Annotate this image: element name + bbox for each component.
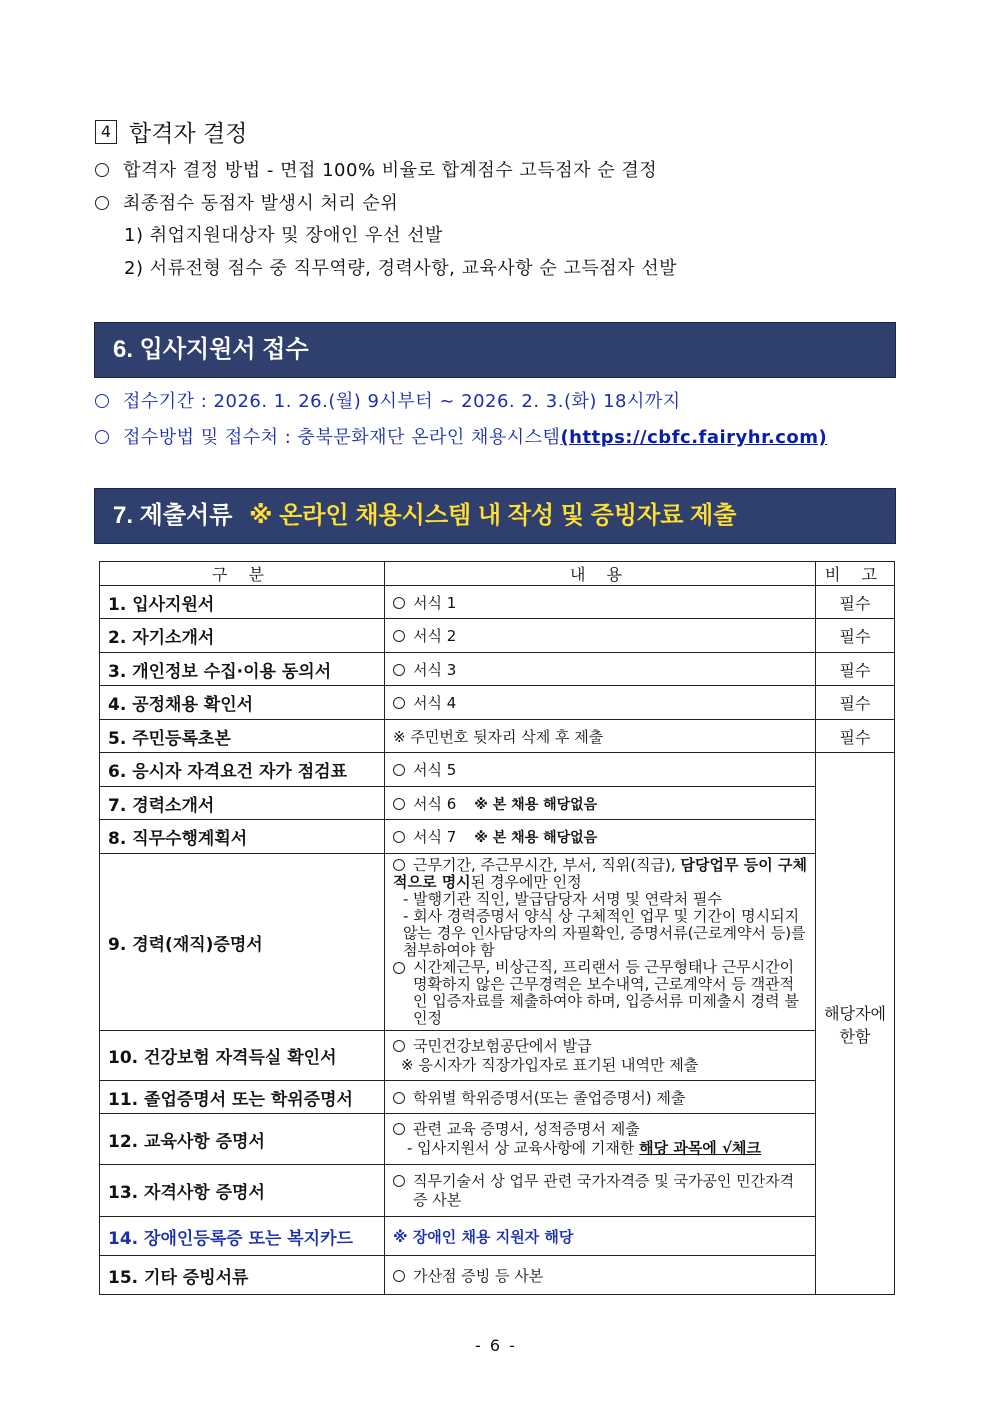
circle-bullet-icon [393, 1270, 405, 1282]
section6-method: 접수방법 및 접수처 : 충북문화재단 온라인 채용시스템(https://cbfc.fairyhr.com) [95, 423, 827, 449]
circle-bullet-icon [393, 697, 405, 709]
circle-bullet-icon [393, 764, 405, 776]
circle-bullet-icon [95, 430, 109, 444]
recruitment-site-link[interactable]: (https://cbfc.fairyhr.com) [560, 427, 828, 448]
table-row: 3. 개인정보 수집·이용 동의서 서식 3 필수 [100, 653, 895, 686]
table-row: 8. 직무수행계획서 서식 7 ※ 본 채용 해당없음 [100, 820, 895, 854]
required-note: 필수 [816, 619, 895, 653]
table-row: 10. 건강보험 자격득실 확인서 국민건강보험공단에서 발급 ※ 응시자가 직장가입자로 표기된 내역만 제출 [100, 1031, 895, 1081]
circle-bullet-icon [393, 630, 405, 642]
section4-title: 합격자 결정 [129, 121, 248, 147]
section6-banner [94, 322, 896, 378]
section6-period: 접수기간 : 2026. 1. 26.(월) 9시부터 ~ 2026. 2. 3.(화) 18시까지 [95, 387, 681, 413]
section6-title: 6. 입사지원서 접수 [113, 336, 309, 363]
section7-title: 7. 제출서류 [113, 502, 233, 529]
applicable-note: 해당자에 한함 [816, 753, 895, 1295]
required-note: 필수 [816, 720, 895, 753]
circle-bullet-icon [393, 1123, 405, 1135]
table-row: 4. 공정채용 확인서 서식 4 필수 [100, 686, 895, 720]
circle-bullet-icon [393, 597, 405, 609]
circle-bullet-icon [393, 831, 405, 843]
circle-bullet-icon [95, 394, 109, 408]
table-row: 13. 자격사항 증명서 직무기술서 상 업무 관련 국가자격증 및 국가공인 민간자격증 사본 [100, 1165, 895, 1217]
table-row: 1. 입사지원서 서식 1 필수 [100, 586, 895, 619]
section7-banner [94, 488, 896, 544]
circle-bullet-icon [95, 163, 109, 177]
circle-bullet-icon [393, 1040, 405, 1052]
documents-table [99, 561, 895, 1295]
section4-heading [95, 115, 247, 148]
table-row: 15. 기타 증빙서류 가산점 증빙 등 사본 [100, 1256, 895, 1295]
section4-line-2: 최종점수 동점자 발생시 처리 순위 [95, 189, 398, 215]
table-row: 11. 졸업증명서 또는 학위증명서 학위별 학위증명서(또는 졸업증명서) 제출 [100, 1081, 895, 1114]
header-content: 내 용 [385, 562, 816, 586]
header-note: 비 고 [816, 562, 895, 586]
circle-bullet-icon [95, 196, 109, 210]
required-note: 필수 [816, 653, 895, 686]
circle-bullet-icon [393, 962, 405, 974]
header-category: 구 분 [100, 562, 385, 586]
table-row: 12. 교육사항 증명서 관련 교육 증명서, 성적증명서 제출 - 입사지원서 상 교육사항에 기재한 해당 과목에 √체크 [100, 1114, 895, 1165]
circle-bullet-icon [393, 1092, 405, 1104]
table-row: 14. 장애인등록증 또는 복지카드 ※ 장애인 채용 지원자 해당 [100, 1217, 895, 1256]
required-note: 필수 [816, 686, 895, 720]
table-row: 2. 자기소개서 서식 2 필수 [100, 619, 895, 653]
circle-bullet-icon [393, 859, 405, 871]
circle-bullet-icon [393, 664, 405, 676]
section4-line-1: 합격자 결정 방법 - 면접 100% 비율로 합계점수 고득점자 순 결정 [95, 156, 657, 182]
section4-subline-2: 2) 서류전형 점수 중 직무역량, 경력사항, 교육사항 순 고득점자 선발 [124, 258, 677, 279]
section7-title-note: ※ 온라인 채용시스템 내 작성 및 증빙자료 제출 [249, 502, 737, 529]
table-row: 7. 경력소개서 서식 6 ※ 본 채용 해당없음 [100, 787, 895, 820]
table-row: 5. 주민등록초본 ※ 주민번호 뒷자리 삭제 후 제출 필수 [100, 720, 895, 753]
required-note: 필수 [816, 586, 895, 619]
section4-subline-1: 1) 취업지원대상자 및 장애인 우선 선발 [124, 225, 443, 246]
circle-bullet-icon [393, 1175, 405, 1187]
section4-number-box: 4 [95, 120, 117, 144]
table-row: 6. 응시자 자격요건 자가 점검표 서식 5 해당자에 한함 [100, 753, 895, 787]
table-row: 9. 경력(재직)증명서 근무기간, 주근무시간, 부서, 직위(직급), 담당업무 등이 구체적으로 명시된 경우에만 인정 - 발행기관 직인, 발급담당자 서명 및 연락처 필수 - 회사 경력증명서 양식 상 구체적인 업무 및 기간이 명시되지 않는 경우 인사담당자의 자필확인, 증명서류(근로계약서 등)를 첨부하여야 함 시간제근무, 비상근직, 프리랜서 등 근무형태나 근무시간이 명확하지 않은 근무경력은 보수내역, 근로계약서 등 객관적인 입증자료를 제출하여야 하며, 입증서류 미제출시 경력 불인정 [100, 854, 895, 1031]
table-header-row [100, 562, 895, 586]
page-number: - 6 - [475, 1336, 517, 1355]
circle-bullet-icon [393, 798, 405, 810]
